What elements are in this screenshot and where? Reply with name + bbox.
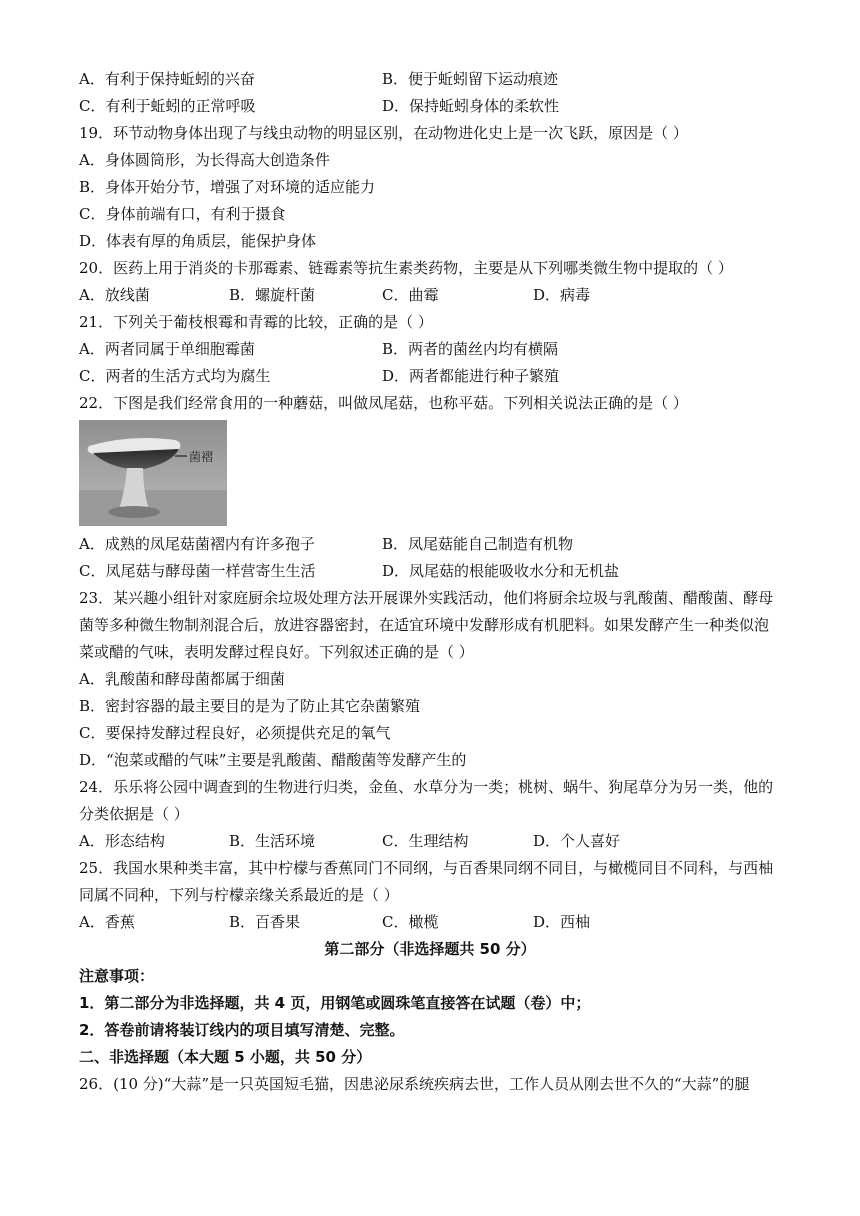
q21-option-a: A．两者同属于单细胞霉菌 xyxy=(79,340,255,358)
q25-option-d: D．西柚 xyxy=(533,913,591,931)
q25-option-c: C．橄榄 xyxy=(382,913,439,931)
q18-option-d: D．保持蚯蚓身体的柔软性 xyxy=(382,97,560,115)
q24-option-d: D．个人喜好 xyxy=(533,832,621,850)
q23-option-c: C．要保持发酵过程良好，必须提供充足的氧气 xyxy=(79,724,391,742)
q24-stem-line1: 24．乐乐将公园中调查到的生物进行归类，金鱼、水草分为一类；桃树、蜗牛、狗尾草分为另一类，他的 xyxy=(79,778,774,796)
q19-option-c: C．身体前端有口，有利于摄食 xyxy=(79,205,286,223)
q20-stem: 20．医药上用于消炎的卡那霉素、链霉素等抗生素类药物，主要是从下列哪类微生物中提取的（ ） xyxy=(79,259,733,277)
q22-option-b: B．凤尾菇能自己制造有机物 xyxy=(382,535,574,553)
q21-option-b: B．两者的菌丝内均有横隔 xyxy=(382,340,559,358)
q20-option-d: D．病毒 xyxy=(533,286,591,304)
q18-option-b: B．便于蚯蚓留下运动痕迹 xyxy=(382,70,559,88)
section-heading: 二、非选择题（本大题 5 小题，共 50 分） xyxy=(79,1048,372,1066)
q20-option-b: B．螺旋杆菌 xyxy=(229,286,316,304)
q25-option-a: A．香蕉 xyxy=(79,913,135,931)
note-item-2: 2．答卷前请将装订线内的项目填写清楚、完整。 xyxy=(79,1021,405,1039)
q20-option-c: C．曲霉 xyxy=(382,286,439,304)
q26-stem: 26．(10 分)“大蒜”是一只英国短毛猫，因患泌尿系统疾病去世，工作人员从刚去世不久的“大蒜”的腿 xyxy=(79,1075,750,1093)
q21-option-c: C．两者的生活方式均为腐生 xyxy=(79,367,271,385)
q25-stem-line2: 同属不同种，下列与柠檬亲缘关系最近的是（ ） xyxy=(79,886,399,904)
q18-option-c: C．有利于蚯蚓的正常呼吸 xyxy=(79,97,256,115)
q18-option-a: A．有利于保持蚯蚓的兴奋 xyxy=(79,70,255,88)
q22-option-c: C．凤尾菇与酵母菌一样营寄生生活 xyxy=(79,562,316,580)
q24-option-a: A．形态结构 xyxy=(79,832,165,850)
mushroom-illustration xyxy=(79,420,227,526)
q19-stem: 19．环节动物身体出现了与线虫动物的明显区别，在动物进化史上是一次飞跃，原因是（ ） xyxy=(79,124,688,142)
mushroom-figure xyxy=(79,420,227,526)
q23-option-d: D．“泡菜或醋的气味”主要是乳酸菌、醋酸菌等发酵产生的 xyxy=(79,751,467,769)
q19-option-d: D．体表有厚的角质层，能保护身体 xyxy=(79,232,317,250)
part2-title: 第二部分（非选择题共 50 分） xyxy=(324,940,536,958)
q19-option-b: B．身体开始分节，增强了对环境的适应能力 xyxy=(79,178,376,196)
q23-option-b: B．密封容器的最主要目的是为了防止其它杂菌繁殖 xyxy=(79,697,421,715)
q21-stem: 21．下列关于葡枝根霉和青霉的比较，正确的是（ ） xyxy=(79,313,433,331)
q19-option-a: A．身体圆筒形，为长得高大创造条件 xyxy=(79,151,330,169)
notes-heading: 注意事项： xyxy=(79,967,155,985)
q20-option-a: A．放线菌 xyxy=(79,286,150,304)
q24-option-c: C．生理结构 xyxy=(382,832,469,850)
q23-option-a: A．乳酸菌和酵母菌都属于细菌 xyxy=(79,670,285,688)
q23-stem-line3: 菜或醋的气味，表明发酵过程良好。下列叙述正确的是（ ） xyxy=(79,643,474,661)
q21-option-d: D．两者都能进行种子繁殖 xyxy=(382,367,560,385)
q25-option-b: B．百香果 xyxy=(229,913,301,931)
q23-stem-line1: 23．某兴趣小组针对家庭厨余垃圾处理方法开展课外实践活动，他们将厨余垃圾与乳酸菌、醋酸菌、酵母 xyxy=(79,589,774,607)
q22-option-a: A．成熟的凤尾菇菌褶内有许多孢子 xyxy=(79,535,315,553)
q22-option-d: D．凤尾菇的根能吸收水分和无机盐 xyxy=(382,562,620,580)
q25-stem-line1: 25．我国水果种类丰富，其中柠檬与香蕉同门不同纲，与百香果同纲不同目，与橄榄同目不同科，与西柚 xyxy=(79,859,774,877)
q24-option-b: B．生活环境 xyxy=(229,832,316,850)
note-item-1: 1．第二部分为非选择题，共 4 页，用钢笔或圆珠笔直接答在试题（卷）中； xyxy=(79,994,591,1012)
q23-stem-line2: 菌等多种微生物制剂混合后，放进容器密封，在适宜环境中发酵形成有机肥料。如果发酵产生一种类似泡 xyxy=(79,616,770,634)
q24-stem-line2: 分类依据是（ ） xyxy=(79,805,189,823)
figure-label-gill: 菌褶 xyxy=(189,450,214,464)
q22-stem: 22．下图是我们经常食用的一种蘑菇，叫做凤尾菇，也称平菇。下列相关说法正确的是（ ） xyxy=(79,394,688,412)
